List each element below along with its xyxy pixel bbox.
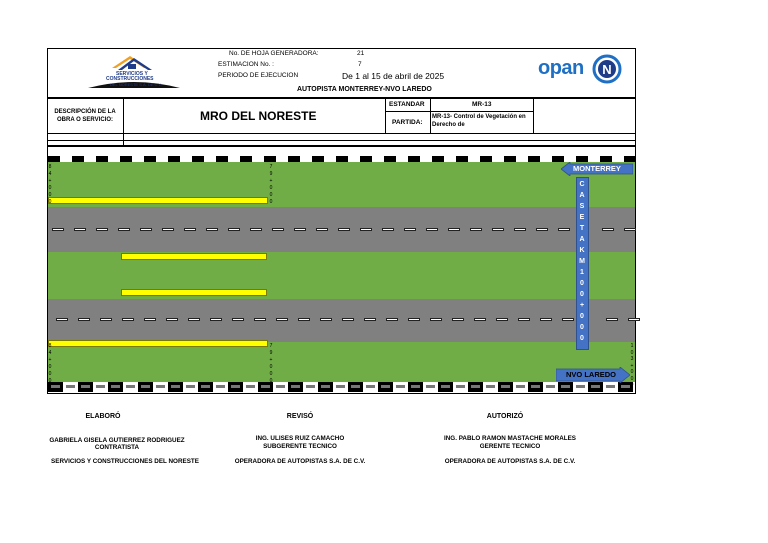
svg-text:N: N bbox=[602, 62, 612, 77]
lane-dash bbox=[52, 228, 64, 231]
lane-dash bbox=[382, 228, 394, 231]
vertical-char: 0 bbox=[269, 378, 273, 384]
yellow-strip-3 bbox=[121, 289, 267, 296]
lane-dash bbox=[232, 318, 244, 321]
sig-role-3: AUTORIZÓ bbox=[486, 413, 524, 420]
vertical-char: 8 bbox=[48, 164, 52, 170]
vertical-char: 0 bbox=[630, 369, 634, 375]
lane-dash bbox=[162, 228, 174, 231]
lane-dash bbox=[474, 318, 486, 321]
lane-dash bbox=[558, 228, 570, 231]
autopista-title: AUTOPISTA MONTERREY-NVO LAREDO bbox=[297, 86, 432, 93]
lane-dash bbox=[338, 228, 350, 231]
vertical-char: 0 bbox=[580, 280, 584, 287]
desc-divider-2 bbox=[385, 98, 386, 133]
vertical-char: E bbox=[579, 214, 585, 221]
vertical-char: 0 bbox=[48, 378, 52, 384]
lane-dash bbox=[364, 318, 376, 321]
lane-dash bbox=[448, 228, 460, 231]
sig-org-1: SERVICIOS Y CONSTRUCCIONES DEL NORESTE bbox=[51, 458, 199, 465]
estimacion-value: 7 bbox=[358, 61, 362, 68]
vertical-char: T bbox=[579, 225, 585, 232]
monterrey-arrow bbox=[561, 162, 633, 176]
lane-dash bbox=[386, 318, 398, 321]
lane-dash bbox=[276, 318, 288, 321]
sig-role-2: REVISÓ bbox=[286, 413, 314, 420]
company-name-2: CONSTRUCCIONES bbox=[106, 76, 154, 82]
opan-logo bbox=[538, 54, 624, 86]
sig-org-2: OPERADORA DE AUTOPISTAS S.A. DE C.V. bbox=[234, 458, 366, 465]
vertical-char: 8 bbox=[48, 343, 52, 349]
vertical-char: 7 bbox=[269, 343, 273, 349]
vertical-char: + bbox=[269, 357, 273, 363]
opan-logo-text: opan bbox=[538, 57, 584, 79]
vertical-char: 0 bbox=[48, 199, 52, 205]
vertical-char: + bbox=[48, 178, 52, 184]
monterrey-label: MONTERREY bbox=[573, 164, 621, 173]
vertical-char: 0 bbox=[48, 364, 52, 370]
lane-dash bbox=[294, 228, 306, 231]
lane-dash bbox=[188, 318, 200, 321]
lane-dash bbox=[298, 318, 310, 321]
vertical-char: S bbox=[579, 203, 585, 210]
lane-dash bbox=[606, 318, 618, 321]
estandar-value: MR-13 bbox=[472, 101, 492, 108]
desc-divider-4 bbox=[533, 98, 534, 133]
vertical-char: 4 bbox=[48, 350, 52, 356]
sig-name-1: GABRIELA GISELA GUTIERREZ RODRIGUEZ bbox=[49, 437, 185, 444]
description-value: MRO DEL NORESTE bbox=[200, 109, 317, 123]
sig-role-1: ELABORÓ bbox=[85, 413, 121, 420]
lane-dash bbox=[496, 318, 508, 321]
vertical-char: 4 bbox=[48, 171, 52, 177]
vertical-char: + bbox=[269, 178, 273, 184]
partida-label: PARTIDA: bbox=[392, 119, 423, 126]
vertical-char: 9 bbox=[269, 350, 273, 356]
desc-divider-3 bbox=[430, 98, 431, 133]
lane-dash bbox=[74, 228, 86, 231]
vertical-char: A bbox=[579, 236, 585, 243]
lane-dash bbox=[540, 318, 552, 321]
vertical-char: 0 bbox=[580, 335, 584, 342]
lane-dash bbox=[184, 228, 196, 231]
desc-hline-1 bbox=[385, 111, 534, 112]
lane-dash bbox=[430, 318, 442, 321]
vertical-char: 0 bbox=[269, 199, 273, 205]
lane-dash bbox=[408, 318, 420, 321]
lane-dash bbox=[518, 318, 530, 321]
vertical-char: A bbox=[579, 192, 585, 199]
vertical-char: C bbox=[579, 181, 585, 188]
lane-dash bbox=[206, 228, 218, 231]
company-logo bbox=[84, 52, 184, 92]
lane-dash bbox=[470, 228, 482, 231]
vertical-char: 0 bbox=[580, 313, 584, 320]
lane-dash bbox=[562, 318, 574, 321]
lane-dash bbox=[96, 228, 108, 231]
description-frame bbox=[47, 98, 636, 146]
lane-dash bbox=[628, 318, 640, 321]
lane-dash bbox=[452, 318, 464, 321]
yellow-strip-1 bbox=[48, 197, 268, 204]
yellow-strip-2 bbox=[121, 253, 267, 260]
vertical-char: 7 bbox=[269, 164, 273, 170]
lane-dash bbox=[100, 318, 112, 321]
lane-dash bbox=[56, 318, 68, 321]
vertical-char: 0 bbox=[580, 291, 584, 298]
periodo-value: De 1 al 15 de abril de 2025 bbox=[342, 71, 445, 81]
lane-dash bbox=[404, 228, 416, 231]
vertical-char: 0 bbox=[48, 185, 52, 191]
description-label: DESCRIPCIÓN DE LA OBRA O SERVICIO: bbox=[54, 109, 116, 123]
hoja-label: No. DE HOJA GENERADORA: bbox=[229, 50, 319, 57]
vertical-char: + bbox=[579, 302, 585, 309]
lane-dash bbox=[514, 228, 526, 231]
lane-dash bbox=[140, 228, 152, 231]
sig-name-2: ING. ULISES RUIZ CAMACHO bbox=[255, 435, 345, 442]
lane-dash bbox=[122, 318, 134, 321]
vertical-char: 0 bbox=[48, 192, 52, 198]
lane-dash bbox=[316, 228, 328, 231]
desc-hline-2 bbox=[47, 133, 636, 134]
sig-title-2: SUBGERENTE TECNICO bbox=[263, 443, 337, 450]
lane-dash bbox=[492, 228, 504, 231]
vertical-char: 3 bbox=[630, 356, 634, 362]
hoja-value: 21 bbox=[357, 50, 365, 57]
estandar-label: ESTANDAR bbox=[389, 101, 425, 108]
opan-n-icon bbox=[592, 54, 622, 84]
sig-title-1: CONTRATISTA bbox=[94, 444, 140, 451]
sig-org-3: OPERADORA DE AUTOPISTAS S.A. DE C.V. bbox=[444, 458, 576, 465]
grass-strip-3 bbox=[48, 342, 635, 382]
vertical-char: M bbox=[579, 258, 585, 265]
vertical-char: 0 bbox=[269, 371, 273, 377]
lane-dash bbox=[254, 318, 266, 321]
vertical-char: 0 bbox=[630, 382, 634, 388]
lane-dash bbox=[210, 318, 222, 321]
company-name-1: SERVICIOS Y bbox=[116, 71, 148, 77]
estimacion-label: ESTIMACION No. : bbox=[218, 61, 274, 68]
sig-name-3: ING. PABLO RAMON MASTACHE MORALES bbox=[444, 435, 576, 442]
lane-dash bbox=[624, 228, 636, 231]
lane-dash bbox=[320, 318, 332, 321]
vertical-char: 0 bbox=[580, 324, 584, 331]
sig-title-3: GERENTE TECNICO bbox=[479, 443, 541, 450]
yellow-strip-4 bbox=[48, 340, 268, 347]
lane-dash bbox=[144, 318, 156, 321]
bottom-km-strip bbox=[48, 382, 635, 392]
vertical-char: 1 bbox=[630, 343, 634, 349]
vertical-char: K bbox=[579, 247, 585, 254]
lane-dash bbox=[228, 228, 240, 231]
lane-dash bbox=[536, 228, 548, 231]
lane-dash bbox=[342, 318, 354, 321]
nvo-laredo-label: NVO LAREDO bbox=[566, 370, 617, 379]
vertical-char: 0 bbox=[269, 185, 273, 191]
desc-hline-3 bbox=[47, 140, 636, 141]
vertical-char: 0 bbox=[630, 349, 634, 356]
partida-value: MR-13- Control de Vegetación en Derecho de bbox=[432, 114, 526, 128]
vertical-char: 0 bbox=[48, 371, 52, 377]
lane-dash bbox=[426, 228, 438, 231]
lane-dash bbox=[166, 318, 178, 321]
vertical-char: + bbox=[630, 362, 634, 369]
vertical-char: 0 bbox=[269, 192, 273, 198]
lane-dash bbox=[250, 228, 262, 231]
desc-divider-1 bbox=[123, 98, 124, 146]
periodo-label: PERIODO DE EJECUCION bbox=[218, 72, 299, 79]
lane-dash bbox=[360, 228, 372, 231]
lane-dash bbox=[602, 228, 614, 231]
nvo-laredo-arrow bbox=[556, 367, 630, 383]
vertical-char: 0 bbox=[269, 364, 273, 370]
vertical-char: 9 bbox=[269, 171, 273, 177]
vertical-char: 0 bbox=[630, 375, 634, 382]
lane-dash bbox=[272, 228, 284, 231]
company-name-3: DEL NORESTE S.A. DE C.V. bbox=[110, 82, 162, 87]
vertical-char: + bbox=[48, 357, 52, 363]
vertical-char: 1 bbox=[580, 269, 584, 276]
lane-dash bbox=[78, 318, 90, 321]
lane-dash bbox=[118, 228, 130, 231]
